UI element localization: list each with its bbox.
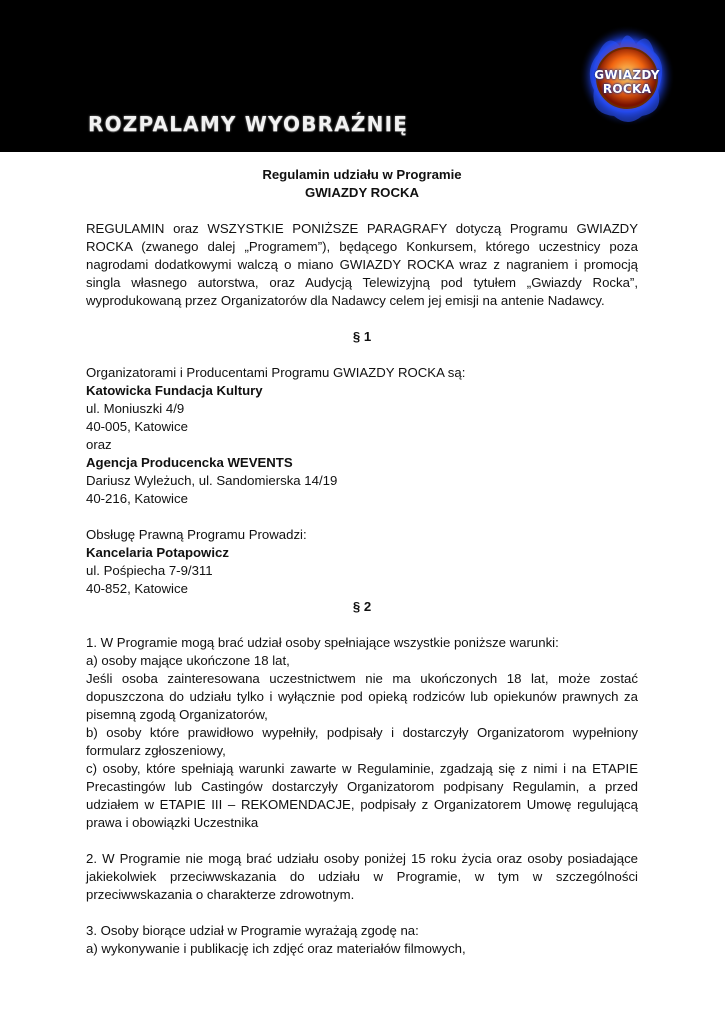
gwiazdy-rocka-logo [578,24,676,128]
organizer-1-street: ul. Moniuszki 4/9 [86,401,185,416]
section-1-heading: § 1 [352,329,372,344]
organizer-1-name: Katowicka Fundacja Kultury [86,383,263,398]
regulation-document [86,166,638,958]
organizer-1-city: 40-005, Katowice [86,419,188,434]
organizer-2-street: Dariusz Wyleżuch, ul. Sandomierska 14/19 [86,473,338,488]
s2-point-3: 3. Osoby biorące udział w Programie wyrażają zgodę na: [86,923,419,938]
legal-firm-name: Kancelaria Potapowicz [86,545,229,560]
organizer-2-name: Agencja Producencka WEVENTS [86,455,293,470]
organizer-2-city: 40-216, Katowice [86,491,188,506]
logo-text-bottom: ROCKA [602,82,652,96]
document-title: Regulamin udziału w Programie [262,167,462,182]
conjunction: oraz [86,437,112,452]
s2-point-1c: c) osoby, które spełniają warunki zawarte w Regulaminie, zgadzają się z nimi i na ETAPIE Precastingów lub Castingów dostarczyły Organizatorom podpisany Regulamin, a przed udziałem w ETAPIE III – REKOMENDACJE, podpisały z Organizatorem Umowę regulującą prawa i obowiązki Uczestnika [86,761,638,830]
legal-firm-street: ul. Pośpiecha 7-9/311 [86,563,213,578]
organizers-intro: Organizatorami i Producentami Programu GWIAZDY ROCKA są: [86,365,466,380]
header-banner [0,0,725,152]
logo-text-top: GWIAZDY [594,68,660,82]
document-subtitle: GWIAZDY ROCKA [304,185,420,200]
section-2-heading: § 2 [352,599,372,614]
s2-point-2: 2. W Programie nie mogą brać udziału osoby poniżej 15 roku życia oraz osoby posiadające jakiekolwiek przeciwwskazania do udziału w Programie, w tym w szczególności przeciwwskazania o charakterze zdrowotnym. [86,851,638,902]
s2-point-3a: a) wykonywanie i publikację ich zdjęć oraz materiałów filmowych, [86,941,466,956]
legal-intro: Obsługę Prawną Programu Prowadzi: [86,527,307,542]
s2-point-1a-note: Jeśli osoba zainteresowana uczestnictwem nie ma ukończonych 18 lat, może zostać dopuszczona do udziału tylko i wyłącznie pod opieką rodziców lub opiekunów prawnych za pisemną zgodą Organizatorów, [86,671,638,722]
s2-point-1: 1. W Programie mogą brać udział osoby spełniające wszystkie poniższe warunki: [86,635,559,650]
legal-firm-city: 40-852, Katowice [86,581,188,596]
intro-paragraph: REGULAMIN oraz WSZYSTKIE PONIŻSZE PARAGRAFY dotyczą Programu GWIAZDY ROCKA (zwanego dalej „Programem”), będącego Konkursem, którego uczestnicy poza nagrodami dodatkowymi walczą o miano GWIAZDY ROCKA wraz z nagraniem i promocją singla własnego autorstwa, oraz Audycją Telewizyjną pod tytułem „Gwiazdy Rocka”, wyprodukowaną przez Organizatorów dla Nadawcy celem jej emisji na antenie Nadawcy. [86,221,638,308]
s2-point-1b: b) osoby które prawidłowo wypełniły, podpisały i dostarczyły Organizatorom wypełniony formularz zgłoszeniowy, [86,725,638,758]
tagline: ROZPALAMY WYOBRAŹNIĘ [88,112,409,136]
s2-point-1a: a) osoby mające ukończone 18 lat, [86,653,290,668]
